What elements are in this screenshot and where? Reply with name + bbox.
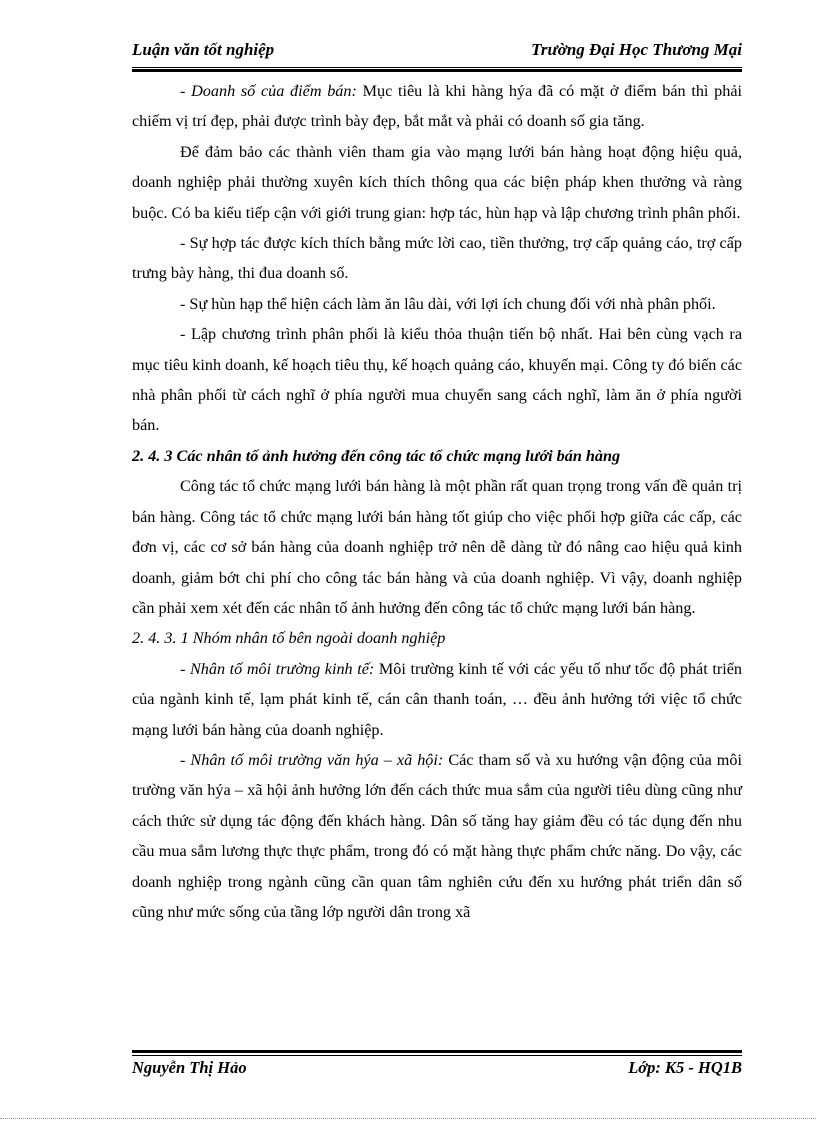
- header-rule-thick: [132, 69, 742, 72]
- footer-rule-thin: [132, 1055, 742, 1056]
- text-cultural-factor: Các tham số và xu hướng vận động của môi trường văn hýa – xã hội ảnh hưởng lớn đến cách thức mua sắm của người tiêu dùng cũng như cách thức sử dụng tác động đến khách hàng. Dân số tăng hay giảm đều có tác dụng đến nhu cầu mua sắm lương thực thực phẩm, trong đó có mặt hàng thực phẩm chức năng. Do vậy, các doanh nghiệp trong ngành cũng cần quan tâm nghiên cứu đến xu hướng phát triển dân số cũng như mức sống của tầng lớp người dân trong xã: [132, 750, 742, 921]
- page-bottom-dotted-edge: [0, 1118, 816, 1119]
- page-footer: [132, 1058, 742, 1082]
- footer-author-name: Nguyễn Thị Hảo: [132, 1058, 247, 1077]
- paragraph-network-members: Để đảm bảo các thành viên tham gia vào mạng lưới bán hàng hoạt động hiệu quả, doanh nghiệp phải thường xuyên kích thích thông qua các biện pháp khen thưởng và ràng buộc. Có ba kiểu tiếp cận với giới trung gian: hợp tác, hùn hạp và lập chương trình phân phối.: [132, 142, 742, 222]
- paragraph-cultural-factor: [132, 745, 742, 927]
- footer-class-code: Lớp: K5 - HQ1B: [628, 1058, 742, 1077]
- term-economic-factor: - Nhân tố môi trường kinh tế:: [180, 659, 375, 678]
- paragraph-partnership: - Sự hùn hạp thể hiện cách làm ăn lâu dài, với lợi ích chung đối với nhà phân phối.: [180, 294, 716, 313]
- paragraph-economic-factor: [132, 654, 742, 745]
- paragraph-distribution-program: - Lập chương trình phân phối là kiểu thỏa thuận tiến bộ nhất. Hai bên cùng vạch ra mục tiêu kinh doanh, kế hoạch tiêu thụ, kế hoạch quảng cáo, khuyến mại. Công ty đó biến các nhà phân phối từ cách nghĩ ở phía người mua chuyển sang cách nghĩ, làm ăn ở phía người bán.: [132, 325, 742, 435]
- header-rule-thin: [132, 67, 742, 68]
- header-university-name: Trường Đại Học Thương Mại: [531, 40, 742, 59]
- text-economic-factor: Môi trường kinh tế với các yếu tố như tốc độ phát triển của ngành kinh tế, lạm phát kinh tế, cán cân thanh toán, … đều ảnh hưởng tới việc tổ chức mạng lưới bán hàng của doanh nghiệp.: [132, 659, 742, 739]
- page-header: [132, 40, 742, 66]
- paragraph-network-importance: Công tác tổ chức mạng lưới bán hàng là một phần rất quan trọng trong vấn đề quản trị bán hàng. Công tác tổ chức mạng lưới bán hàng tốt giúp cho việc phối hợp giữa các cấp, các đơn vị, các cơ sở bán hàng của doanh nghiệp trở nên dễ dàng từ đó nâng cao hiệu quả kinh doanh, giảm bớt chi phí cho công tác bán hàng và của doanh nghiệp. Vì vậy, doanh nghiệp cần phải xem xét đến các nhân tố ảnh hưởng đến công tác tổ chức mạng lưới bán hàng.: [132, 477, 742, 617]
- header-thesis-label: Luận văn tốt nghiệp: [132, 40, 275, 59]
- text-sales-point: Mục tiêu là khi hàng hýa đã có mặt ở điểm bán thì phải chiếm vị trí đẹp, phải được trình bày đẹp, bắt mắt và phải có doanh số gia tăng.: [132, 82, 742, 131]
- document-body: [132, 76, 742, 927]
- term-sales-point: - Doanh số của điểm bán:: [180, 82, 357, 100]
- term-cultural-factor: - Nhân tố môi trường văn hýa – xã hội:: [180, 750, 444, 769]
- paragraph-sales-point: [132, 76, 742, 137]
- subsection-heading-external-factors: 2. 4. 3. 1 Nhóm nhân tố bên ngoài doanh nghiệp: [132, 629, 446, 648]
- paragraph-cooperation: - Sự hợp tác được kích thích bằng mức lời cao, tiền thưởng, trợ cấp quảng cáo, trợ cấp trưng bày hàng, thi đua doanh số.: [132, 234, 742, 283]
- footer-rule-thick: [132, 1050, 742, 1053]
- section-heading-factors: 2. 4. 3 Các nhân tố ảnh hưởng đến công tác tổ chức mạng lưới bán hàng: [132, 446, 621, 465]
